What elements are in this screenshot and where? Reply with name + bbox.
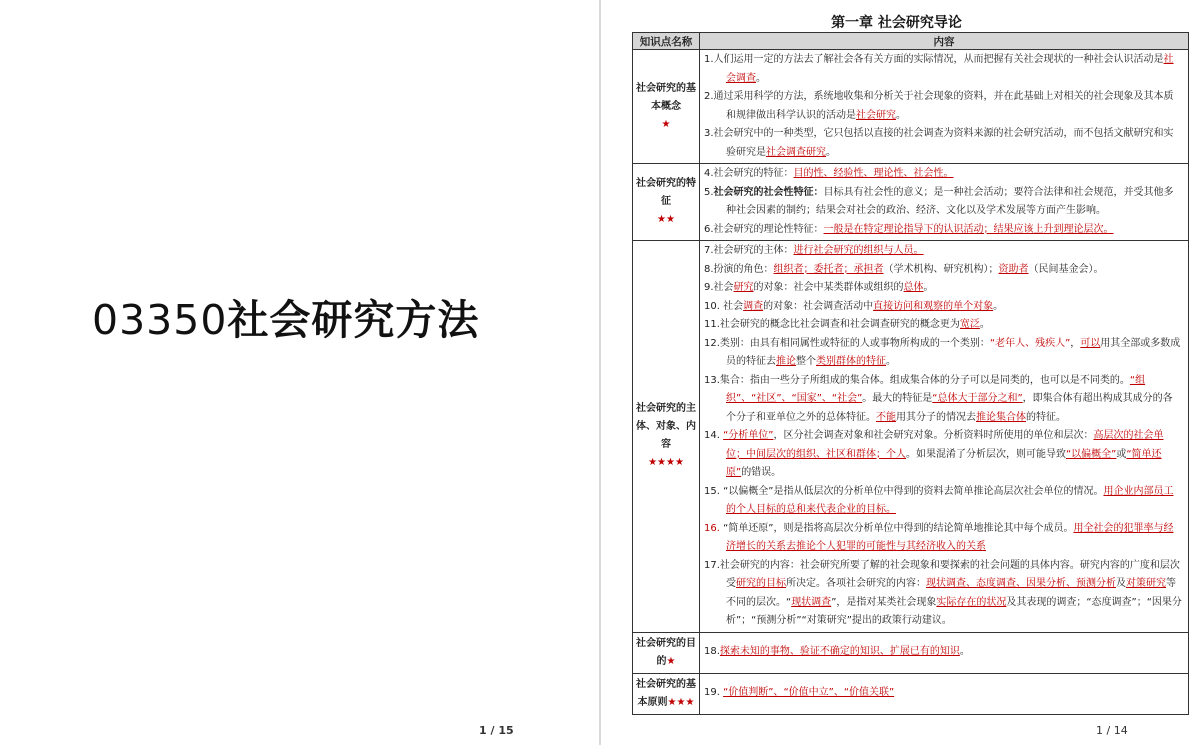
list-item: 4.社会研究的特征：目的性、经验性、理论性、社会性。 [704,168,954,179]
list-item: 15. “以偏概全”是指从低层次的分析单位中得到的资料去简单推论高层次社会单位的情况。用企业内部员工的个人目标的总和来代表企业的目标。 [704,485,1174,515]
topic-name: 社会研究的基本概念 [636,82,696,112]
topic-name: 社会研究的基本原则 [636,678,696,708]
table-row [633,673,1189,714]
topic-cell [633,50,700,164]
list-item: 18.探索未知的事物、验证不确定的知识、扩展已有的知识。 [704,646,970,658]
course-name: 社会研究方法 [227,296,480,344]
topic-cell [633,241,700,633]
right-page [601,0,1192,745]
table-row [633,241,1189,633]
knowledge-table [632,32,1189,715]
header-content: 内容 [700,33,1189,50]
list-item: 11.社会研究的概念比社会调查和社会调查研究的概念更为宽泛。 [704,319,990,330]
topic-cell [633,632,700,673]
table-row [633,50,1189,164]
list-item: 3.社会研究中的一种类型，它只包括以直接的社会调查为资料来源的社会研究活动，而不包括文献研究和实验研究是社会调查研究。 [704,128,1174,158]
star-rating: ★★★ [667,696,695,708]
list-item: 14. “分析单位”，区分社会调查对象和社会研究对象。分析资料时所使用的单位和层次：高层次的社会单位；中间层次的组织、社区和群体；个人。如果混淆了分析层次，则可能导致“以偏概全”或“简单还原”的错误。 [704,430,1164,478]
content-cell [700,632,1189,673]
topic-cell [633,673,700,714]
list-item: 16. “简单还原”，则是指将高层次分析单位中得到的结论简单地推论其中每个成员。用全社会的犯罪率与经济增长的关系去推论个人犯罪的可能性与其经济收入的关系 [704,522,1174,552]
course-code: 03350 [92,296,228,344]
list-item: 9.社会研究的对象：社会中某类群体或组织的总体。 [704,282,934,293]
table-row [633,164,1189,241]
star-rating: ★★★★ [648,457,684,469]
list-item: 19. “价值判断”、“价值中立”、“价值关联” [704,687,895,699]
content-cell [700,50,1189,164]
list-item: 13.集合：指由一些分子所组成的集合体。组成集合体的分子可以是同类的，也可以是不同类的。“组织”、“社区”、“国家”、“社会”。最大的特征是“总体大于部分之和”，即集合体有超出构成其成分的各个分子和亚单位之外的总体特征。不能用其分子的情况去推论集合体的特征。 [704,374,1173,423]
list-item: 8.扮演的角色：组织者；委托者；承担者（学术机构、研究机构）；资助者（民间基金会）。 [704,263,1104,275]
chapter-title: 第一章 社会研究导论 [831,15,962,31]
list-item: 5.社会研究的社会性特征：目标具有社会性的意义；是一种社会活动；要符合法律和社会规范，并受其他多种社会因素的制约；结果会对社会的政治、经济、文化以及学术发展等方面产生影响。 [704,186,1174,216]
topic-name: 社会研究的特征 [636,178,696,207]
list-item: 2.通过采用科学的方法，系统地收集和分析关于社会现象的资料，并在此基础上对相关的社会现象及其本质和规律做出科学认识的活动是社会研究。 [704,91,1174,121]
content-cell [700,673,1189,714]
star-rating: ★ [661,118,671,130]
star-rating: ★ [666,655,676,667]
star-rating: ★★ [657,214,675,225]
topic-name: 社会研究的主体、对象、内容 [636,403,696,451]
table-header-row [633,33,1189,50]
list-item: 6.社会研究的理论性特征：一般是在特定理论指导下的认识活动；结果应该上升到理论层次。 [704,223,1114,235]
right-page-number: 1 / 14 [1096,724,1128,737]
list-item: 7.社会研究的主体：进行社会研究的组织与人员。 [704,245,924,256]
content-cell [700,164,1189,241]
left-page-number: 1 / 15 [479,724,514,737]
book-title [92,287,479,346]
list-item: 10. 社会调查的对象：社会调查活动中直接访问和观察的单个对象。 [704,300,1004,312]
topic-cell [633,164,700,241]
list-item: 1.人们运用一定的方法去了解社会各有关方面的实际情况，从而把握有关社会现状的一种社会认识活动是社会调查。 [704,54,1174,84]
content-cell [700,241,1189,633]
table-row [633,632,1189,673]
list-item: 12.类别：由具有相同属性或特征的人或事物所构成的一个类别：“老年人、残疾人”，可以用其全部或多数成员的特征去推论整个类别群体的特征。 [704,337,1181,367]
header-topic: 知识点名称 [633,33,700,50]
list-item: 17.社会研究的内容：社会研究所要了解的社会现象和要探索的社会问题的具体内容。研究内容的广度和层次受研究的目标所决定。各项社会研究的内容：现状调查、态度调查、因果分析、预测分析及对策研究等不同的层次。“现状调查”，是指对某类社会现象实际存在的状况及其表现的调查；“态度调查”；“因果分析”；“预测分析”“对策研究”提出的政策行动建议。 [704,559,1182,626]
topic-name: 社会研究的目的 [636,637,696,667]
